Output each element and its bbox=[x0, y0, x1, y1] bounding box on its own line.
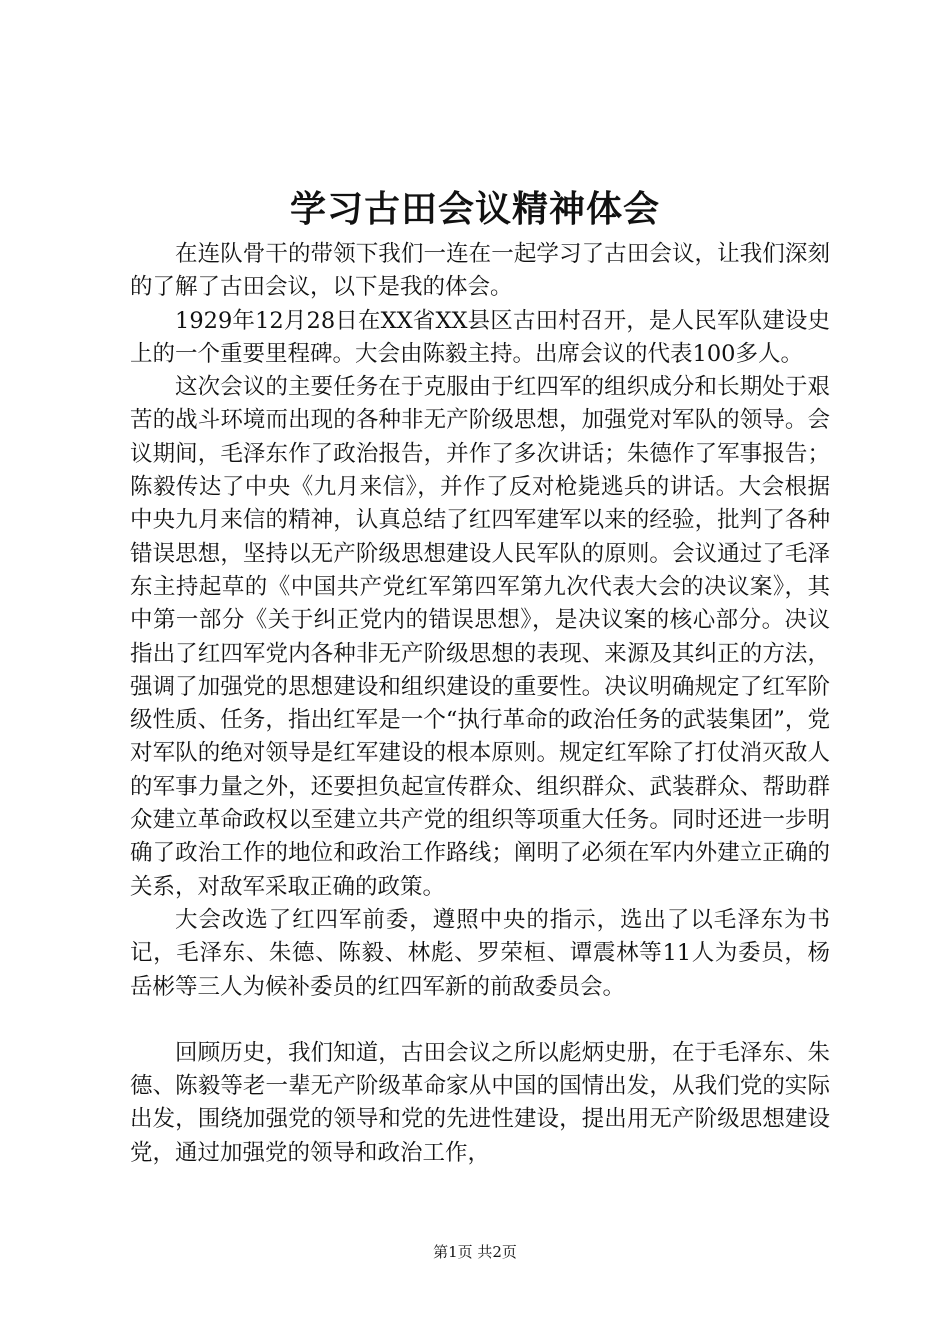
paragraph-date-location: 1929年12月28日在XX省XX县区古田村召开，是人民军队建设史上的一个重要里程碑。大会由陈毅主持。出席会议的代表100多人。 bbox=[130, 307, 830, 367]
page-footer: 第1页 共2页 bbox=[433, 1243, 517, 1261]
paragraph-review-history: 回顾历史，我们知道，古田会议之所以彪炳史册，在于毛泽东、朱德、陈毅等老一辈无产阶级革命家从中国的国情出发，从我们党的实际出发，围绕加强党的领导和党的先进性建设，提出用无产阶级思想建设党，通过加强党的领导和政治工作， bbox=[130, 1039, 830, 1166]
document-title: 学习古田会议精神体会 bbox=[289, 188, 660, 230]
document-body bbox=[130, 238, 830, 1170]
paragraph-election: 大会改选了红四军前委，遵照中央的指示，选出了以毛泽东为书记，毛泽东、朱德、陈毅、林彪、罗荣桓、谭震林等11人为委员，杨岳彬等三人为候补委员的红四军新的前敌委员会。 bbox=[130, 906, 830, 1000]
paragraph-intro: 在连队骨干的带领下我们一连在一起学习了古田会议，让我们深刻的了解了古田会议，以下是我的体会。 bbox=[130, 241, 830, 301]
paragraph-spacer bbox=[130, 1004, 830, 1037]
paragraph-meeting-task: 这次会议的主要任务在于克服由于红四军的组织成分和长期处于艰苦的战斗环境而出现的各种非无产阶级思想，加强党对军队的领导。会议期间，毛泽东作了政治报告，并作了多次讲话；朱德作了军事报告；陈毅传达了中央《九月来信》，并作了反对枪毙逃兵的讲话。大会根据中央九月来信的精神，认真总结了红四军建军以来的经验，批判了各种错误思想，坚持以无产阶级思想建设人民军队的原则。会议通过了毛泽东主持起草的《中国共产党红军第四军第九次代表大会的决议案》，其中第一部分《关于纠正党内的错误思想》，是决议案的核心部分。决议指出了红四军党内各种非无产阶级思想的表现、来源及其纠正的方法，强调了加强党的思想建设和组织建设的重要性。决议明确规定了红军阶级性质、任务，指出红军是一个“执行革命的政治任务的武装集团”，党对军队的绝对领导是红军建设的根本原则。规定红军除了打仗消灭敌人的军事力量之外，还要担负起宣传群众、组织群众、武装群众、帮助群众建立革命政权以至建立共产党的组织等项重大任务。同时还进一步明确了政治工作的地位和政治工作路线；阐明了必须在军内外建立正确的关系，对敌军采取正确的政策。 bbox=[130, 374, 830, 900]
